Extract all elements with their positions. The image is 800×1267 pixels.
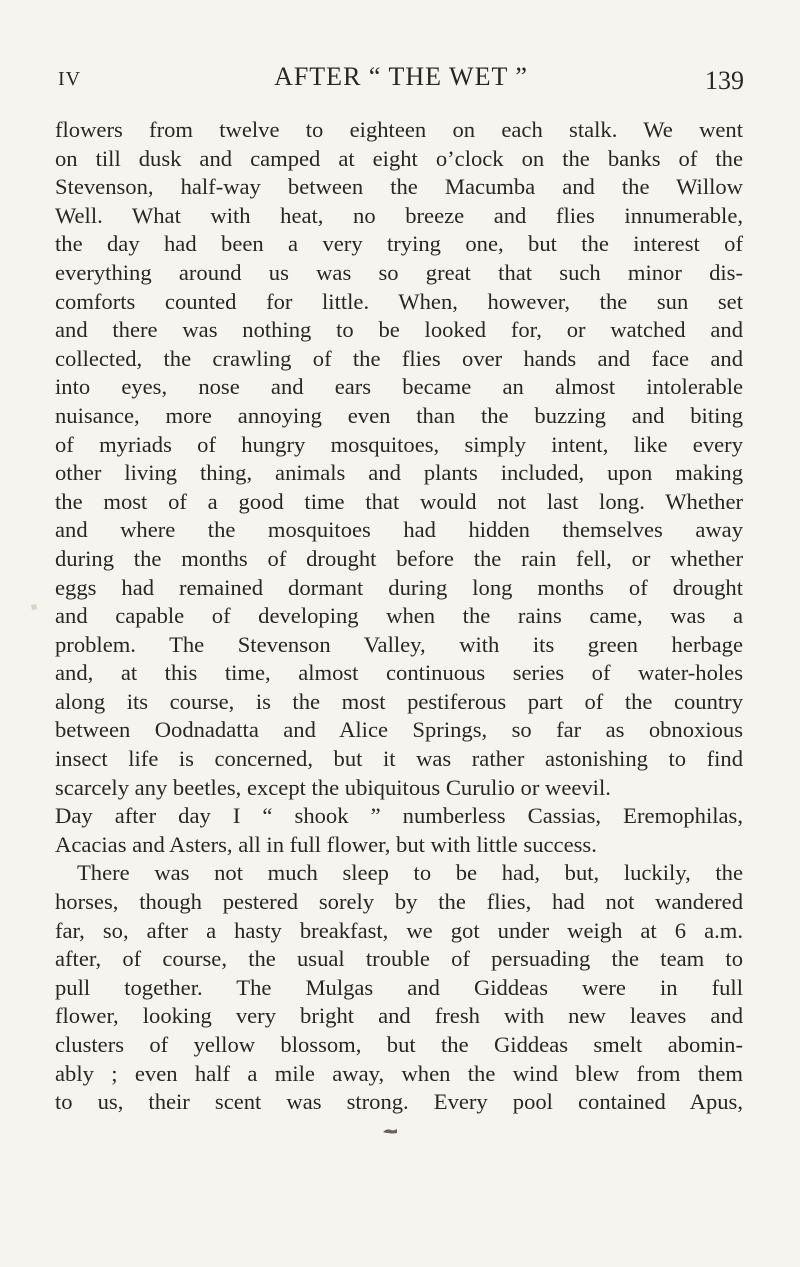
text-line: flower, looking very bright and fresh with new leaves and bbox=[55, 1003, 743, 1029]
text-line: along its course, is the most pestiferous part of the country bbox=[55, 688, 743, 714]
text-line: scarcely any beetles, except the ubiquitous Curulio or weevil. bbox=[55, 774, 611, 800]
body-text bbox=[55, 116, 743, 1117]
text-line: Well. What with heat, no breeze and flies innumerable, bbox=[55, 202, 743, 228]
text-line: eggs had remained dormant during long months of drought bbox=[55, 574, 743, 600]
text-line: clusters of yellow blossom, but the Giddeas smelt abomin- bbox=[55, 1032, 743, 1057]
text-line: other living thing, animals and plants included, upon making bbox=[55, 460, 743, 486]
text-line: between Oodnadatta and Alice Springs, so far as obnoxious bbox=[55, 717, 743, 743]
text-line: There was not much sleep to be had, but, luckily, the bbox=[77, 860, 743, 886]
text-line: far, so, after a hasty breakfast, we got under weigh at 6 a.m. bbox=[55, 917, 743, 943]
chapter-number: IV bbox=[58, 68, 82, 90]
text-line: problem. The Stevenson Valley, with its green herbage bbox=[55, 631, 743, 657]
text-line: comforts counted for little. When, however, the sun set bbox=[55, 288, 743, 314]
text-line: on till dusk and camped at eight o’clock on the banks of the bbox=[55, 145, 743, 171]
page-number: 139 bbox=[705, 66, 744, 95]
text-line: ably ; even half a mile away, when the wind blew from them bbox=[55, 1060, 743, 1086]
text-line: Acacias and Asters, all in full flower, but with little success. bbox=[55, 831, 597, 857]
chapter-title: AFTER “ THE WET ” bbox=[274, 62, 528, 91]
text-line: of myriads of hungry mosquitoes, simply intent, like every bbox=[55, 431, 743, 457]
text-line: nuisance, more annoying even than the buzzing and biting bbox=[55, 402, 743, 428]
text-line: everything around us was so great that such minor dis- bbox=[55, 259, 743, 285]
text-line: into eyes, nose and ears became an almost intolerable bbox=[55, 374, 743, 400]
text-line: the most of a good time that would not last long. Whether bbox=[55, 488, 743, 514]
printer-ornament-icon bbox=[383, 1128, 397, 1134]
text-line: and there was nothing to be looked for, or watched and bbox=[55, 317, 743, 343]
text-line: Stevenson, half-way between the Macumba and the Willow bbox=[55, 174, 743, 200]
running-head bbox=[58, 62, 744, 102]
text-line: collected, the crawling of the flies over hands and face and bbox=[55, 345, 743, 371]
text-line: horses, though pestered sorely by the flies, had not wandered bbox=[55, 889, 743, 915]
text-line: during the months of drought before the rain fell, or whether bbox=[55, 545, 743, 571]
text-line: and, at this time, almost continuous series of water-holes bbox=[55, 660, 743, 686]
text-line: pull together. The Mulgas and Giddeas were in full bbox=[55, 974, 743, 1000]
text-line: flowers from twelve to eighteen on each stalk. We went bbox=[55, 117, 743, 142]
paper-blemish-icon bbox=[30, 603, 38, 611]
text-line: insect life is concerned, but it was rather astonishing to find bbox=[55, 746, 743, 772]
text-line: the day had been a very trying one, but the interest of bbox=[55, 231, 743, 257]
text-line: and capable of developing when the rains came, was a bbox=[55, 603, 743, 629]
text-line: after, of course, the usual trouble of persuading the team to bbox=[55, 946, 743, 972]
text-line: to us, their scent was strong. Every pool contained Apus, bbox=[55, 1089, 743, 1115]
text-line: Day after day I “ shook ” numberless Cassias, Eremophilas, bbox=[55, 803, 743, 829]
text-line: and where the mosquitoes had hidden themselves away bbox=[55, 517, 743, 543]
